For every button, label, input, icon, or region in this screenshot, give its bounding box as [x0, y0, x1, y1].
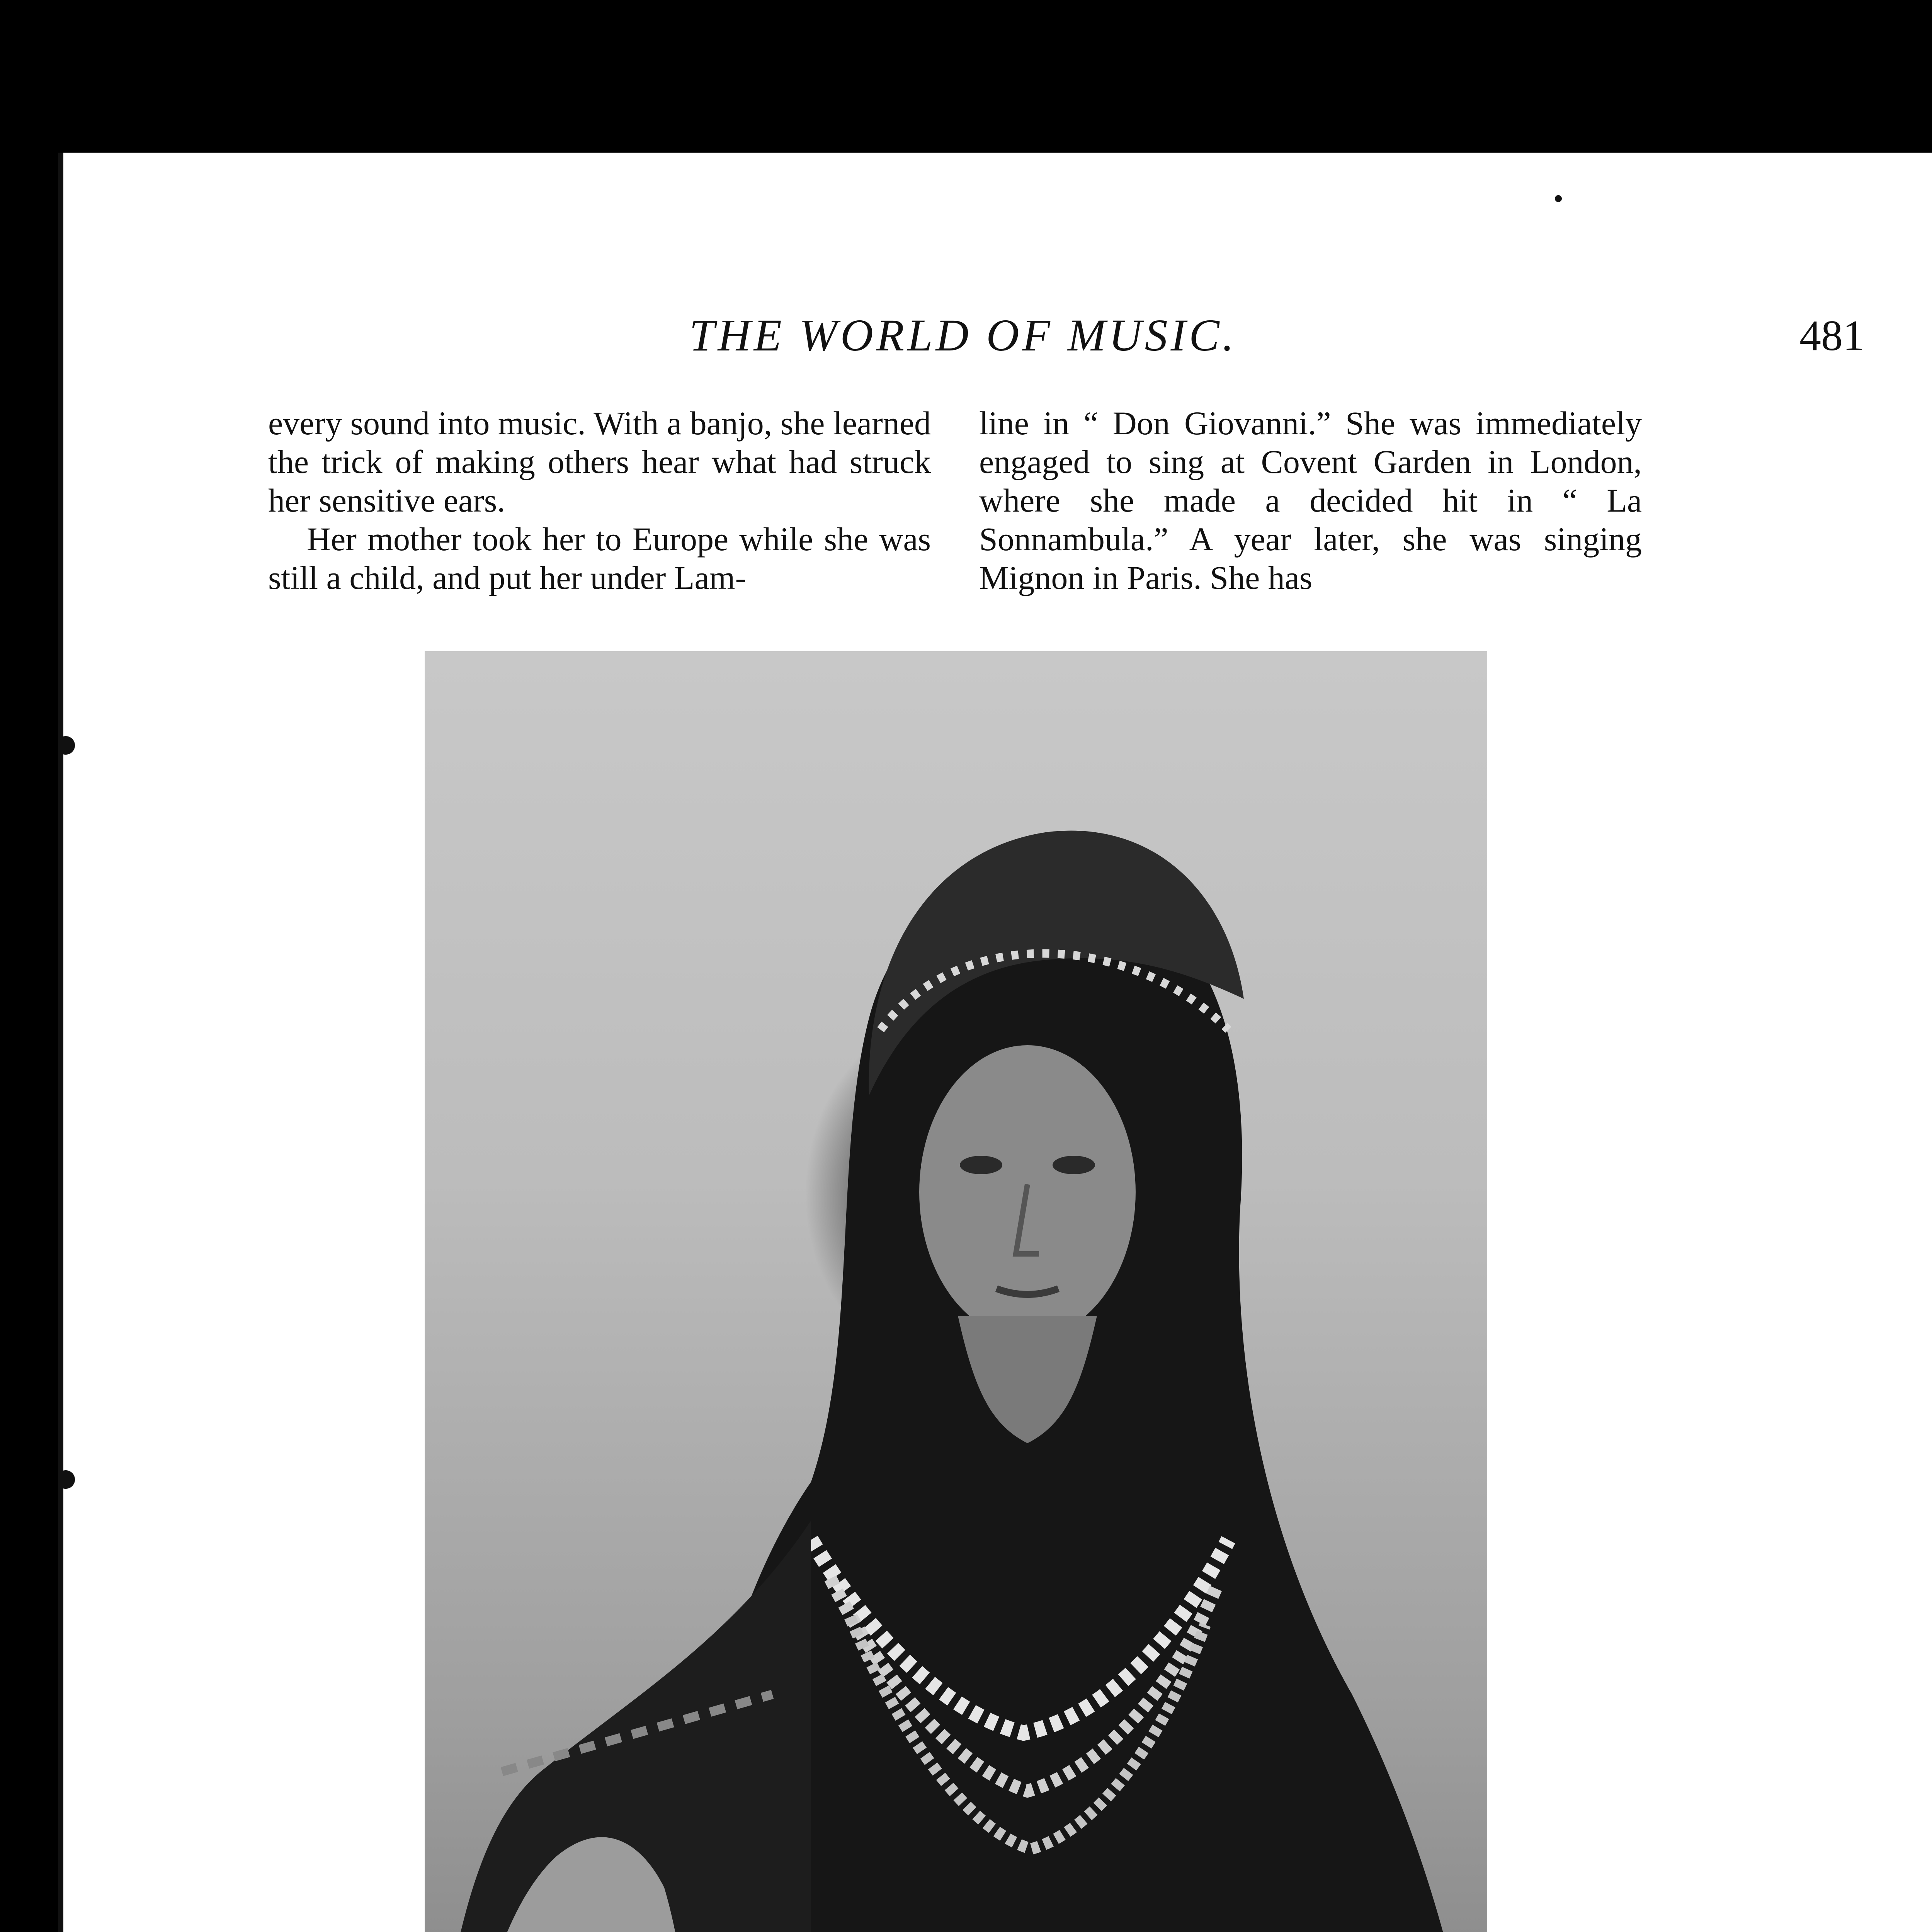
- top-right-column: [979, 404, 1642, 596]
- binding-stitch: [58, 1470, 75, 1489]
- page-number: 481: [1799, 312, 1864, 360]
- portrait-photograph: [425, 651, 1487, 1932]
- running-title: THE WORLD OF MUSIC.: [689, 310, 1237, 361]
- portrait-illustration: [425, 651, 1487, 1932]
- paragraph: Her mother took her to Europe while she was still a child, and put her under Lam-: [268, 520, 931, 596]
- book-page: [58, 153, 1932, 1932]
- speck: [1555, 195, 1562, 202]
- paragraph: every sound into music. With a banjo, she learned the trick of making others hear what had struck her sensitive ears.: [268, 405, 931, 519]
- paragraph: line in “ Don Giovanni.” She was immediately engaged to sing at Covent Garden in London, where she made a decided hit in “ La Sonnambula.” A year later, she was singing Mignon in Paris. She has: [979, 405, 1642, 596]
- binding-stitch: [58, 736, 75, 755]
- top-left-column: [268, 404, 931, 596]
